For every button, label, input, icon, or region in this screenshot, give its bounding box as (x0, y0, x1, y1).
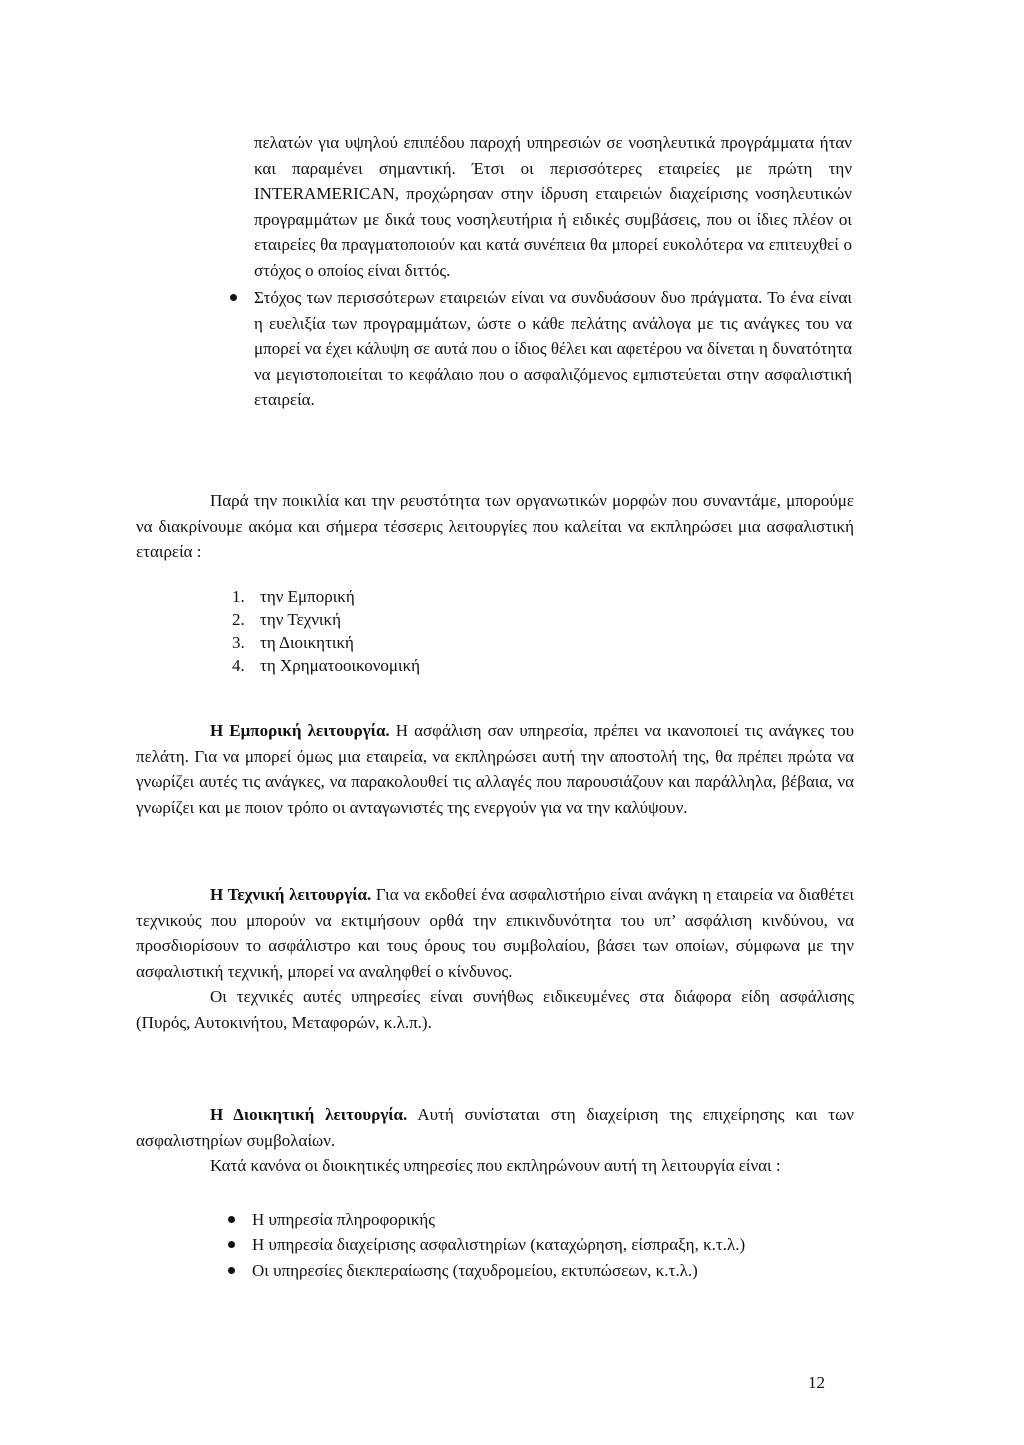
bullet-icon (228, 1216, 235, 1223)
services-list (136, 1207, 808, 1284)
list-item: 3. τη Διοικητική (232, 633, 354, 652)
list-item: 1. την Εμπορική (232, 587, 355, 606)
list-item: 4. τη Χρηματοοικονομική (232, 656, 421, 675)
administrative-heading: Η Διοικητική λειτουργία. (210, 1105, 408, 1124)
technical-section (136, 882, 854, 1035)
intro-paragraph (254, 130, 852, 413)
bullet-icon (230, 294, 237, 301)
intro-bullet (254, 285, 852, 413)
functions-intro (136, 488, 854, 565)
functions-intro-text: Παρά την ποικιλία και την ρευστότητα των οργανωτικών μορφών που συναντάμε, μπορούμε να διακρίνουμε ακόμα και σήμερα τέσσερις λειτουργίες που καλείται να εκπληρώσει μια ασφαλιστική εταιρεία : (136, 491, 854, 561)
technical-heading: Η Τεχνική λειτουργία. (210, 885, 372, 904)
commercial-section (136, 718, 854, 820)
administrative-paragraph: Η Διοικητική λειτουργία. Αυτή συνίσταται στη διαχείριση της επιχείρησης και των ασφαλιστηρίων συμβολαίων. (136, 1105, 854, 1150)
technical-paragraph-2: Οι τεχνικές αυτές υπηρεσίες είναι συνήθως ειδικευμένες στα διάφορα είδη ασφάλισης (Πυρός, Αυτοκινήτου, Μεταφορών, κ.λ.π.). (136, 987, 854, 1032)
list-item: Η υπηρεσία διαχείρισης ασφαλιστηρίων (καταχώρηση, είσπραξη, κ.τ.λ.) (252, 1232, 808, 1258)
list-item: 2. την Τεχνική (232, 610, 341, 629)
list-item: Οι υπηρεσίες διεκπεραίωσης (ταχυδρομείου, εκτυπώσεων, κ.τ.λ.) (252, 1258, 808, 1284)
bullet-icon (228, 1267, 235, 1274)
functions-list (232, 584, 632, 676)
technical-paragraph: Η Τεχνική λειτουργία. Για να εκδοθεί ένα ασφαλιστήριο είναι ανάγκη η εταιρεία να διαθέτει τεχνικούς που μπορούν να εκτιμήσουν ορθά την επικινδυνότητα του υπ’ ασφάλιση κινδύνου, να προσδιορίσουν το ασφάλιστρο και τους όρους του συμβολαίου, βάσει των οποίων, σύμφωνα με την ασφαλιστική τεχνική, μπορεί να αναληφθεί ο κίνδυνος. (136, 885, 854, 981)
commercial-heading: Η Εμπορική λειτουργία. (210, 721, 390, 740)
administrative-section (136, 1102, 854, 1283)
commercial-paragraph: Η Εμπορική λειτουργία. Η ασφάλιση σαν υπηρεσία, πρέπει να ικανοποιεί τις ανάγκες του πελάτη. Για να μπορεί όμως μια εταιρεία, να εκπληρώσει αυτή την αποστολή της, θα πρέπει πρώτα να γνωρίζει αυτές τις ανάγκες, να παρακολουθεί τις αλλαγές που παρουσιάζουν και παράλληλα, βέβαια, να γνωρίζει και με ποιον τρόπο οι ανταγωνιστές της ενεργούν για να την καλύψουν. (136, 721, 854, 817)
list-item: Η υπηρεσία πληροφορικής (252, 1207, 808, 1233)
intro-text: πελατών για υψηλού επιπέδου παροχή υπηρεσιών σε νοσηλευτικά προγράμματα ήταν και παραμένει σημαντική. Έτσι οι περισσότερες εταιρείες με πρώτη την INTERAMERICAN, προχώρησαν στην ίδρυση εταιρειών διαχείρισης νοσηλευτικών προγραμμάτων με δικά τους νοσηλευτήρια ή ειδικές συμβάσεις, που οι ίδιες πλέον οι εταιρείες θα πραγματοποιούν και κατά συνέπεια θα μπορεί ευκολότερα να επιτευχθεί ο στόχος ο οποίος είναι διττός. (254, 133, 852, 280)
administrative-paragraph-2: Κατά κανόνα οι διοικητικές υπηρεσίες που εκπληρώνουν αυτή τη λειτουργία είναι : (210, 1156, 781, 1175)
page-number: 12 (808, 1373, 825, 1392)
intro-bullet-text: Στόχος των περισσότερων εταιρειών είναι να συνδυάσουν δυο πράγματα. Το ένα είναι η ευελιξία των προγραμμάτων, ώστε ο κάθε πελάτης ανάλογα με τις ανάγκες του να μπορεί να έχει κάλυψη σε αυτά που ο ίδιος θέλει και αφετέρου να δίνεται η δυνατότητα να μεγιστοποιείται το κεφάλαιο που ο ασφαλιζόμενος εμπιστεύεται στην ασφαλιστική εταιρεία. (254, 288, 852, 409)
bullet-icon (228, 1241, 235, 1248)
